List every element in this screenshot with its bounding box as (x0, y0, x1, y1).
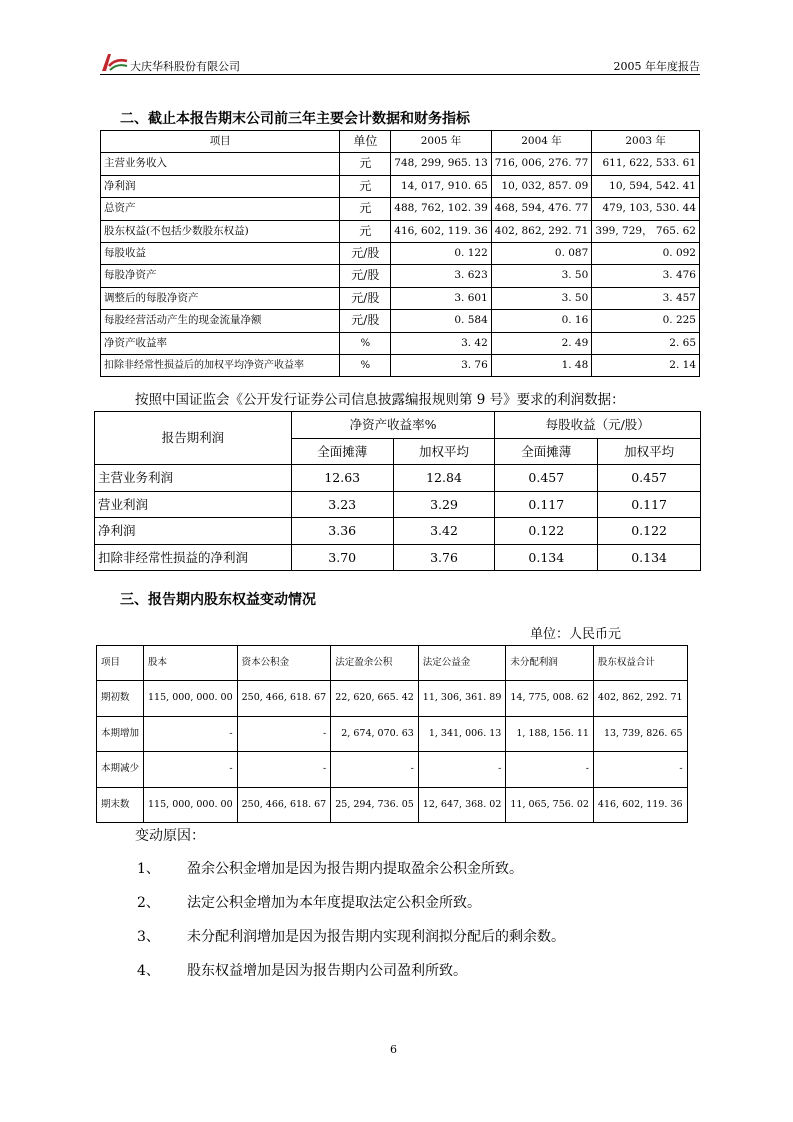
value-cell: 3.70 (291, 544, 393, 571)
value-cell: 0. 584 (391, 310, 492, 332)
column-header: 2003 年 (592, 131, 700, 153)
reason-text: 盈余公积金增加是因为报告期内提取盈余公积金所致。 (187, 861, 523, 877)
row-label: 每股经营活动产生的现金流量净额 (101, 310, 340, 332)
profit-intro-text: 按照中国证监会《公开发行证券公司信息披露编报规则第 9 号》要求的利润数据： (135, 392, 625, 408)
unit-cell: 元 (340, 175, 391, 197)
table-row (101, 287, 700, 309)
column-header: 净资产收益率% (291, 412, 495, 439)
column-subheader: 全面摊薄 (495, 438, 598, 465)
company-name: 大庆华科股份有限公司 (130, 60, 240, 73)
value-cell: 2, 674, 070. 63 (331, 716, 419, 751)
column-header: 2005 年 (391, 131, 492, 153)
value-cell: 12.84 (393, 465, 495, 492)
column-header: 法定盈余公积 (331, 646, 419, 681)
value-cell: 0.457 (598, 465, 701, 492)
page-number: 6 (390, 1043, 397, 1056)
table-row (97, 787, 688, 822)
table-header-row (97, 646, 688, 681)
reason-text: 股东权益增加是因为报告期内公司盈利所致。 (187, 963, 467, 979)
value-cell: 14, 017, 910. 65 (391, 175, 492, 197)
value-cell: 488, 762, 102. 39 (391, 198, 492, 220)
table-row (95, 544, 701, 571)
value-cell: - (144, 716, 238, 751)
value-cell: 748, 299, 965. 13 (391, 153, 492, 175)
value-cell: 3. 476 (592, 265, 700, 287)
table-row (101, 175, 700, 197)
value-cell: 0. 122 (391, 243, 492, 265)
value-cell: 10, 032, 857. 09 (491, 175, 592, 197)
reason-number: 4、 (137, 963, 160, 979)
value-cell: 1, 341, 006. 13 (418, 716, 506, 751)
value-cell: 0. 16 (491, 310, 592, 332)
column-header: 资本公积金 (237, 646, 331, 681)
unit-cell: % (340, 355, 391, 377)
unit-cell: % (340, 332, 391, 354)
value-cell: 11, 065, 756. 02 (506, 787, 594, 822)
value-cell: 13, 739, 826. 65 (593, 716, 687, 751)
value-cell: 11, 306, 361. 89 (418, 681, 506, 716)
value-cell: - (237, 752, 331, 787)
value-cell: 0.122 (598, 518, 701, 545)
value-cell: 14, 775, 008. 62 (506, 681, 594, 716)
row-label: 营业利润 (95, 491, 292, 518)
column-subheader: 全面摊薄 (291, 438, 393, 465)
value-cell: 416, 602, 119. 36 (593, 787, 687, 822)
column-header: 未分配利润 (506, 646, 594, 681)
column-header: 股本 (144, 646, 238, 681)
row-label: 本期减少 (97, 752, 144, 787)
value-cell: 3. 601 (391, 287, 492, 309)
value-cell: 468, 594, 476. 77 (491, 198, 592, 220)
row-label: 每股净资产 (101, 265, 340, 287)
equity-change-table (96, 645, 688, 823)
table-row (101, 332, 700, 354)
section2-title: 二、截止本报告期末公司前三年主要会计数据和财务指标 (120, 111, 470, 127)
value-cell: 611, 622, 533. 61 (592, 153, 700, 175)
row-label: 每股收益 (101, 243, 340, 265)
reasons-title: 变动原因： (135, 828, 205, 844)
table-row (101, 355, 700, 377)
financial-data-table (100, 130, 700, 377)
value-cell: 716, 006, 276. 77 (491, 153, 592, 175)
table-row (101, 198, 700, 220)
value-cell: 3. 623 (391, 265, 492, 287)
value-cell: 115, 000, 000. 00 (144, 681, 238, 716)
value-cell: 479, 103, 530. 44 (592, 198, 700, 220)
column-header: 项目 (101, 131, 340, 153)
value-cell: 3.42 (393, 518, 495, 545)
row-label: 净资产收益率 (101, 332, 340, 354)
section3-title: 三、报告期内股东权益变动情况 (120, 592, 316, 608)
row-label: 本期增加 (97, 716, 144, 751)
unit-cell: 元/股 (340, 310, 391, 332)
column-header: 股东权益合计 (593, 646, 687, 681)
unit-cell: 元 (340, 198, 391, 220)
company-logo-icon (100, 52, 128, 72)
value-cell: 250, 466, 618. 67 (237, 787, 331, 822)
table-row (95, 491, 701, 518)
column-subheader: 加权平均 (393, 438, 495, 465)
reason-text: 未分配利润增加是因为报告期内实现利润拟分配后的剩余数。 (187, 929, 565, 945)
value-cell: 402, 862, 292. 71 (491, 220, 592, 242)
value-cell: - (506, 752, 594, 787)
table-row (97, 681, 688, 716)
value-cell: 0.122 (495, 518, 598, 545)
value-cell: 3.29 (393, 491, 495, 518)
value-cell: 10, 594, 542. 41 (592, 175, 700, 197)
row-label: 扣除非经常性损益后的加权平均净资产收益率 (101, 355, 340, 377)
row-label: 主营业务利润 (95, 465, 292, 492)
value-cell: 0.134 (598, 544, 701, 571)
reason-text: 法定公积金增加为本年度提取法定公积金所致。 (187, 895, 481, 911)
table-header-row (95, 412, 701, 439)
value-cell: 22, 620, 665. 42 (331, 681, 419, 716)
unit-cell: 元/股 (340, 265, 391, 287)
column-header: 项目 (97, 646, 144, 681)
value-cell: 2. 14 (592, 355, 700, 377)
value-cell: 0.117 (495, 491, 598, 518)
value-cell: - (331, 752, 419, 787)
unit-label: 单位：人民币元 (530, 627, 622, 642)
row-label: 主营业务收入 (101, 153, 340, 175)
unit-cell: 元/股 (340, 287, 391, 309)
unit-cell: 元 (340, 153, 391, 175)
unit-cell: 元 (340, 220, 391, 242)
column-header: 报告期利润 (95, 412, 292, 465)
value-cell: 1. 48 (491, 355, 592, 377)
value-cell: 3. 42 (391, 332, 492, 354)
table-row (101, 265, 700, 287)
value-cell: 1, 188, 156. 11 (506, 716, 594, 751)
column-subheader: 加权平均 (598, 438, 701, 465)
table-row (95, 465, 701, 492)
table-row (101, 153, 700, 175)
table-header-row (101, 131, 700, 153)
value-cell: 0. 092 (592, 243, 700, 265)
value-cell: 2. 49 (491, 332, 592, 354)
row-label: 扣除非经常性损益的净利润 (95, 544, 292, 571)
value-cell: 3. 50 (491, 265, 592, 287)
column-header: 单位 (340, 131, 391, 153)
value-cell: 3.76 (393, 544, 495, 571)
value-cell: 3.23 (291, 491, 393, 518)
value-cell: - (418, 752, 506, 787)
value-cell: 250, 466, 618. 67 (237, 681, 331, 716)
column-header: 法定公益金 (418, 646, 506, 681)
value-cell: - (237, 716, 331, 751)
row-label: 净利润 (101, 175, 340, 197)
value-cell: 2. 65 (592, 332, 700, 354)
value-cell: 0.117 (598, 491, 701, 518)
value-cell: 399, 729， 765. 62 (592, 220, 700, 242)
value-cell: 0.457 (495, 465, 598, 492)
value-cell: 3. 50 (491, 287, 592, 309)
reason-number: 1、 (137, 861, 160, 877)
value-cell: - (593, 752, 687, 787)
row-label: 总资产 (101, 198, 340, 220)
row-label: 股东权益(不包括少数股东权益) (101, 220, 340, 242)
value-cell: 12.63 (291, 465, 393, 492)
report-title: 2005 年年度报告 (613, 60, 700, 73)
table-row (95, 518, 701, 545)
table-row (97, 716, 688, 751)
table-row (101, 310, 700, 332)
table-row (97, 752, 688, 787)
row-label: 期初数 (97, 681, 144, 716)
column-header: 每股收益（元/股） (495, 412, 701, 439)
unit-cell: 元/股 (340, 243, 391, 265)
row-label: 净利润 (95, 518, 292, 545)
table-row (101, 220, 700, 242)
value-cell: 0.134 (495, 544, 598, 571)
value-cell: 3. 457 (592, 287, 700, 309)
row-label: 调整后的每股净资产 (101, 287, 340, 309)
reason-number: 3、 (137, 929, 160, 945)
value-cell: 0. 225 (592, 310, 700, 332)
value-cell: 416, 602, 119. 36 (391, 220, 492, 242)
value-cell: 402, 862, 292. 71 (593, 681, 687, 716)
value-cell: 25, 294, 736. 05 (331, 787, 419, 822)
profit-data-table (94, 411, 701, 571)
reason-number: 2、 (137, 895, 160, 911)
value-cell: 12, 647, 368. 02 (418, 787, 506, 822)
value-cell: 3.36 (291, 518, 393, 545)
value-cell: 0. 087 (491, 243, 592, 265)
column-header: 2004 年 (491, 131, 592, 153)
table-row (101, 243, 700, 265)
value-cell: 115, 000, 000. 00 (144, 787, 238, 822)
value-cell: 3. 76 (391, 355, 492, 377)
row-label: 期末数 (97, 787, 144, 822)
value-cell: - (144, 752, 238, 787)
